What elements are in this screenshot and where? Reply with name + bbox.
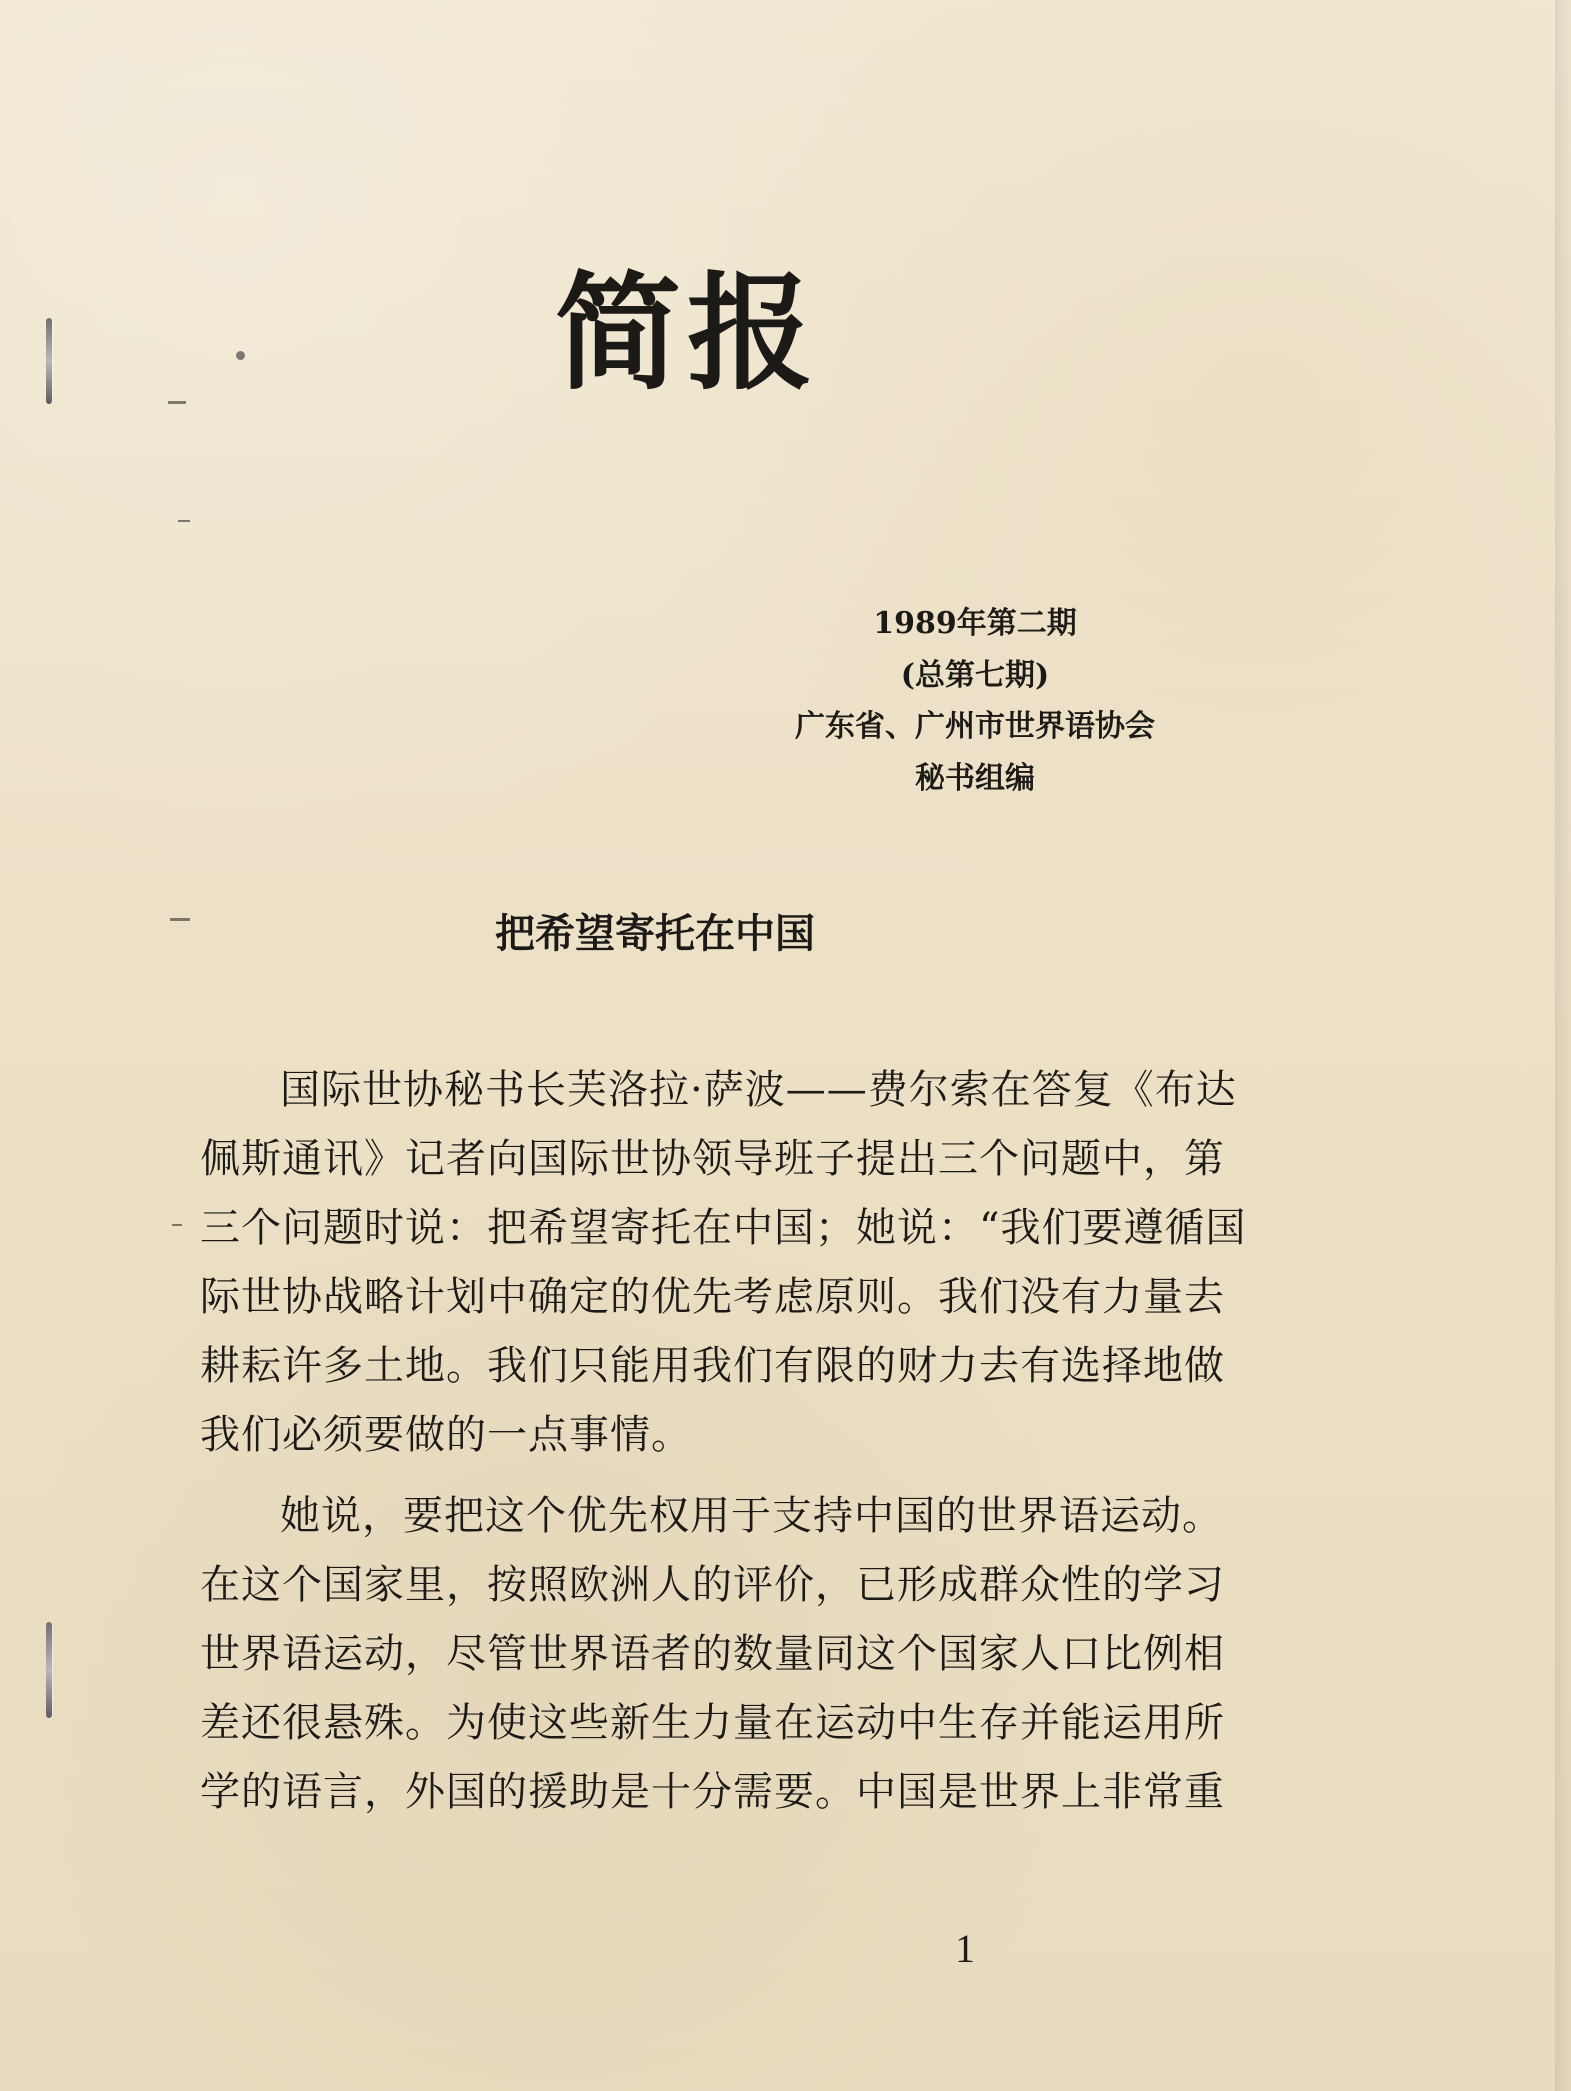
article-paragraph: 她说，要把这个优先权用于支持中国的世界语运动。在这个国家里，按照欧洲人的评价，已形成群众性的学习世界语运动，尽管世界语者的数量同这个国家人口比例相差还很悬殊。为使这些新生力量在运动中生存并能运用所学的语言，外国的援助是十分需要。中国是世界上非常重: [200, 1493, 1225, 1815]
ink-mark: [168, 401, 186, 404]
staple-top: [46, 318, 52, 404]
editor-line: 秘书组编: [915, 760, 1035, 796]
article-headline: 把希望寄托在中国: [495, 910, 815, 957]
ink-mark: [172, 1224, 182, 1226]
publisher-line: 广东省、广州市世界语协会: [795, 709, 1155, 745]
ink-mark: [170, 918, 190, 921]
document-title: 简报: [555, 259, 819, 407]
ink-mark: [178, 520, 190, 522]
issue-metadata: [740, 598, 1210, 804]
issue-line: 1989年第二期: [873, 606, 1077, 641]
page-number: 1: [955, 1926, 975, 1971]
article-paragraph: 国际世协秘书长芙洛拉·萨波——费尔索在答复《布达佩斯通讯》记者向国际世协领导班子提出三个问题中，第三个问题时说：把希望寄托在中国；她说：“我们要遵循国际世协战略计划中确定的优先考虑原则。我们没有力量去耕耘许多土地。我们只能用我们有限的财力去有选择地做我们必须要做的一点事情。: [200, 1067, 1247, 1458]
total-issue-line: (总第七期): [900, 657, 1050, 693]
paper-edge: [1555, 0, 1571, 2091]
ink-spot: [236, 351, 245, 360]
article-body: [200, 1056, 1248, 1839]
staple-bottom: [46, 1622, 52, 1718]
